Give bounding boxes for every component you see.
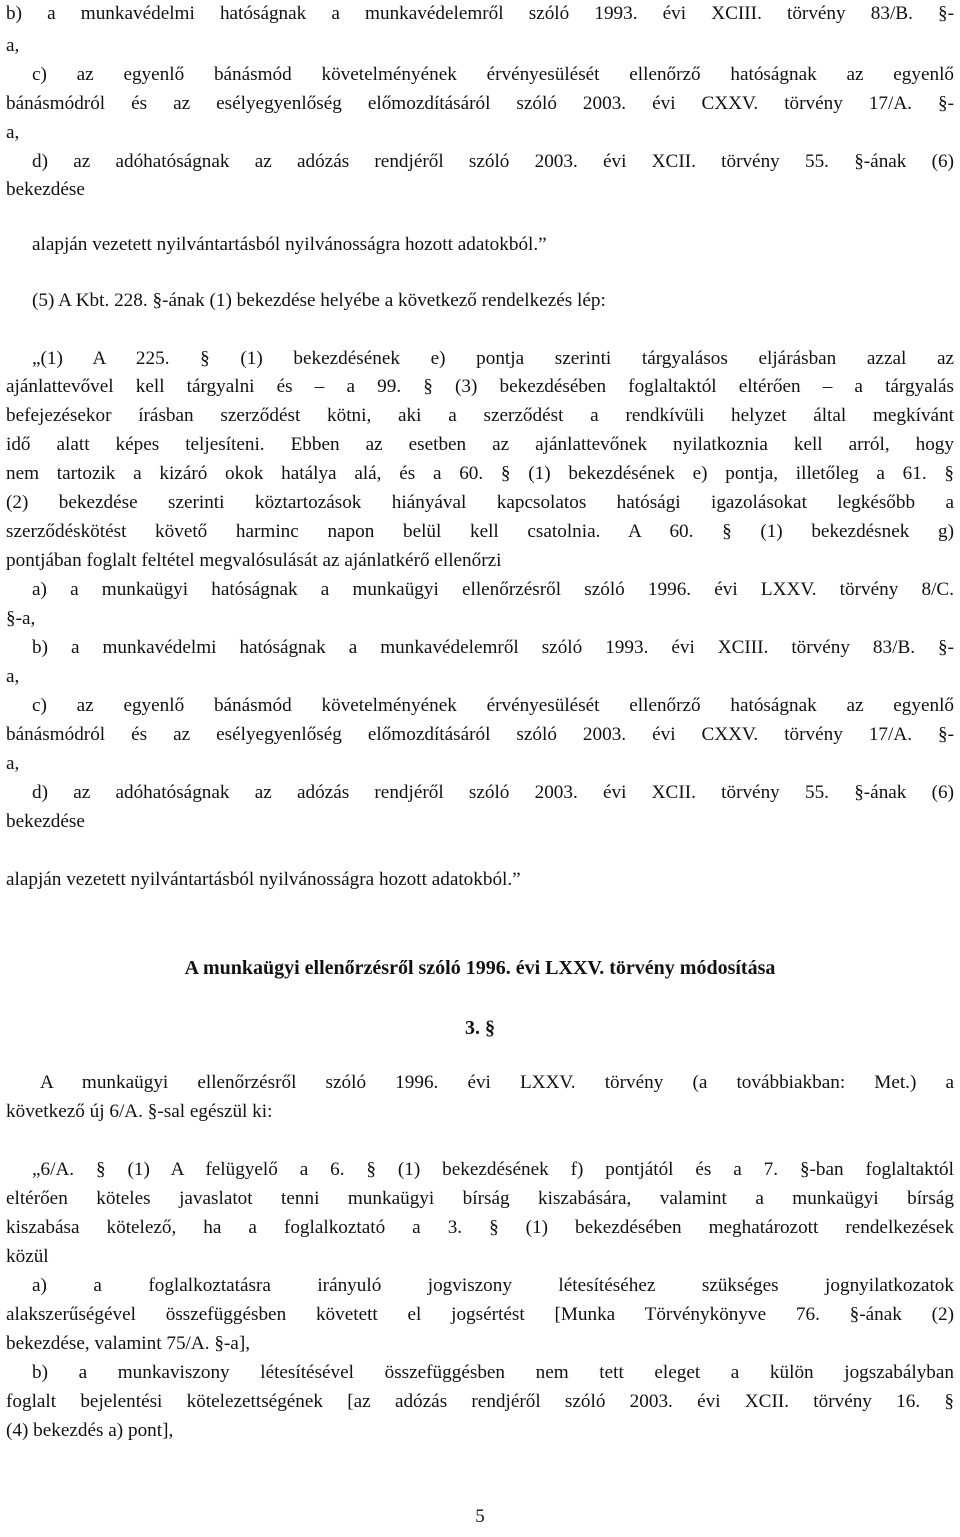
text-line: d) az adóhatóságnak az adózás rendjéről szóló 2003. évi XCII. törvény 55. §-ának (6) <box>32 151 954 172</box>
text-line: befejezésekor írásban szerződést kötni, aki a szerződést a rendkívüli helyzet által megkívánt <box>6 405 954 426</box>
text-line: b) a munkavédelmi hatóságnak a munkavédelemről szóló 1993. évi XCIII. törvény 83/B. §- <box>6 3 954 24</box>
text-line: következő új 6/A. §-sal egészül ki: <box>6 1101 273 1122</box>
text-line: pontjában foglalt feltétel megvalósulását az ajánlatkérő ellenőrzi <box>6 550 502 571</box>
text-line: a, <box>6 666 20 687</box>
text-line: bekezdése <box>6 811 85 832</box>
text-line: alapján vezetett nyilvántartásból nyilvánosságra hozott adatokból.” <box>32 234 547 255</box>
text-line: A munkaügyi ellenőrzésről szóló 1996. évi LXXV. törvény (a továbbiakban: Met.) a <box>40 1072 954 1093</box>
text-line: a) a munkaügyi hatóságnak a munkaügyi ellenőrzésről szóló 1996. évi LXXV. törvény 8/C. <box>32 579 954 600</box>
section-number: 3. § <box>465 1017 495 1039</box>
text-line: bekezdése <box>6 179 85 200</box>
text-line: bekezdése, valamint 75/A. §-a], <box>6 1333 251 1354</box>
text-line: b) a munkavédelmi hatóságnak a munkavédelemről szóló 1993. évi XCIII. törvény 83/B. §- <box>32 637 954 658</box>
text-line: a, <box>6 122 20 143</box>
text-line: (4) bekezdés a) pont], <box>6 1420 174 1441</box>
text-line: „(1) A 225. § (1) bekezdésének e) pontja szerinti tárgyalásos eljárásban azzal az <box>32 348 954 369</box>
text-line: kiszabása kötelező, ha a foglalkoztató a 3. § (1) bekezdésében meghatározott rendelkezések <box>6 1217 954 1238</box>
text-line: (2) bekezdése szerinti köztartozások hiányával kapcsolatos hatósági igazolásokat legkésőbb a <box>6 492 954 513</box>
text-line: a, <box>6 35 20 56</box>
text-line: nem tartozik a kizáró okok hatálya alá, és a 60. § (1) bekezdésének e) pontja, illetőleg a 61. § <box>6 463 954 484</box>
text-line: alapján vezetett nyilvántartásból nyilvánosságra hozott adatokból.” <box>6 869 521 890</box>
text-line: idő alatt képes teljesíteni. Ebben az esetben az ajánlattevőnek nyilatkoznia kell arról, hogy <box>6 434 954 455</box>
text-line: c) az egyenlő bánásmód követelményének érvényesülését ellenőrző hatóságnak az egyenlő <box>32 64 954 85</box>
text-line: d) az adóhatóságnak az adózás rendjéről szóló 2003. évi XCII. törvény 55. §-ának (6) <box>32 782 954 803</box>
text-line: közül <box>6 1246 49 1267</box>
text-line: §-a, <box>6 608 36 629</box>
text-line: b) a munkaviszony létesítésével összefüggésben nem tett eleget a külön jogszabályban <box>32 1362 954 1383</box>
text-line: ajánlattevővel kell tárgyalni és – a 99. § (3) bekezdésében foglaltaktól eltérően – a tárgyalás <box>6 376 954 397</box>
text-line: a, <box>6 753 20 774</box>
text-line: alakszerűségével összefüggésben követett el jogsértést [Munka Törvénykönyve 76. §-ának (2) <box>6 1304 954 1325</box>
text-line: szerződéskötést követő harminc napon belül kell csatolnia. A 60. § (1) bekezdésnek g) <box>6 521 954 542</box>
page-number: 5 <box>475 1506 485 1527</box>
text-line: „6/A. § (1) A felügyelő a 6. § (1) bekezdésének f) pontjától és a 7. §-ban foglaltaktól <box>32 1159 954 1180</box>
text-line: foglalt bejelentési kötelezettségének [az adózás rendjéről szóló 2003. évi XCII. törvény 16. § <box>6 1391 954 1412</box>
text-line: bánásmódról és az esélyegyenlőség előmozdításáról szóló 2003. évi CXXV. törvény 17/A. §- <box>6 93 954 114</box>
text-line: a) a foglalkoztatásra irányuló jogviszony létesítéséhez szükséges jognyilatkozatok <box>32 1275 954 1296</box>
text-line: eltérően köteles javaslatot tenni munkaügyi bírság kiszabására, valamint a munkaügyi bírság <box>6 1188 954 1209</box>
text-line: bánásmódról és az esélyegyenlőség előmozdításáról szóló 2003. évi CXXV. törvény 17/A. §- <box>6 724 954 745</box>
text-line: (5) A Kbt. 228. §-ának (1) bekezdése helyébe a következő rendelkezés lép: <box>32 290 606 311</box>
section-heading: A munkaügyi ellenőrzésről szóló 1996. évi LXXV. törvény módosítása <box>184 957 776 979</box>
text-line: c) az egyenlő bánásmód követelményének érvényesülését ellenőrző hatóságnak az egyenlő <box>32 695 954 716</box>
